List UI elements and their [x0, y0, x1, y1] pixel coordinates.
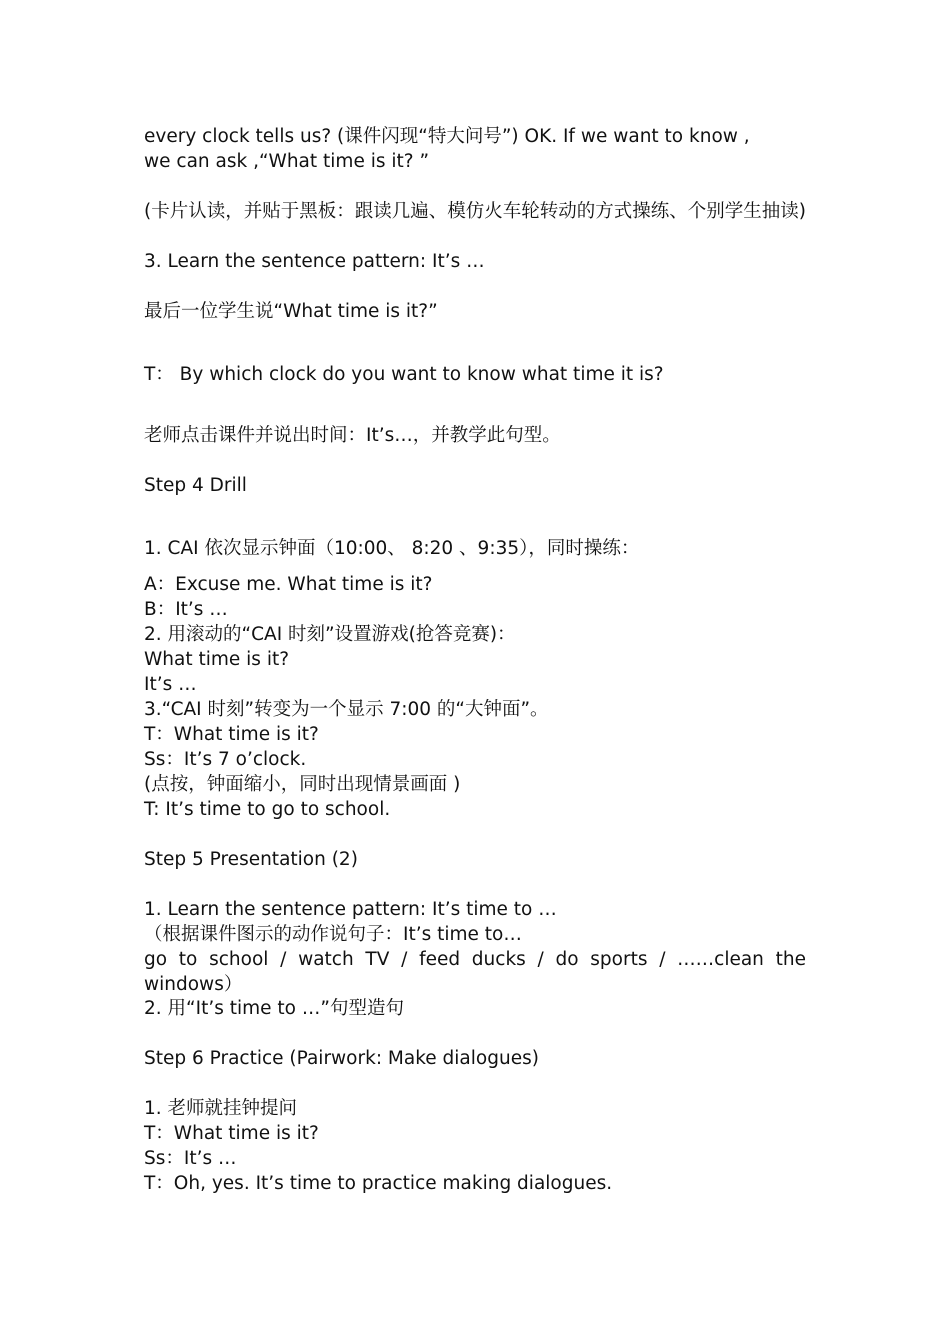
- text-line: 1. 老师就挂钟提问: [144, 1098, 298, 1119]
- section-heading: Step 4 Drill: [144, 475, 247, 496]
- text-line: 老师点击课件并说出时间：It’s…，并教学此句型。: [144, 425, 561, 446]
- text-line: A：Excuse me. What time is it?: [144, 574, 433, 595]
- text-line: What time is it?: [144, 649, 290, 670]
- text-line: 1. Learn the sentence pattern: It’s time to …: [144, 899, 557, 920]
- text-line: we can ask ,“What time is it? ”: [144, 151, 430, 172]
- text-line: 最后一位学生说“What time is it?”: [144, 301, 438, 322]
- text-line: 2. 用“It’s time to …”句型造句: [144, 998, 404, 1019]
- text-line: T： By which clock do you want to know what time it is?: [144, 364, 664, 385]
- text-line: B：It’s …: [144, 599, 228, 620]
- text-line: windows）: [144, 974, 243, 995]
- text-line: 1. CAI 依次显示钟面（10:00、 8:20 、9:35），同时操练：: [144, 538, 640, 559]
- section-heading: Step 6 Practice (Pairwork: Make dialogues): [144, 1048, 539, 1069]
- text-line: T：What time is it?: [144, 1123, 319, 1144]
- text-line: 3. Learn the sentence pattern: It’s …: [144, 251, 485, 272]
- text-line: T: It’s time to go to school.: [144, 799, 391, 820]
- text-line: 3.“CAI 时刻”转变为一个显示 7:00 的“大钟面”。: [144, 699, 549, 720]
- text-line: (点按，钟面缩小，同时出现情景画面 ): [144, 774, 461, 795]
- text-line: Ss：It’s …: [144, 1148, 237, 1169]
- text-line: T：What time is it?: [144, 724, 319, 745]
- text-line: go to school / watch TV / feed ducks / do sports / ……clean the: [144, 949, 806, 970]
- text-line: Ss：It’s 7 o’clock.: [144, 749, 307, 770]
- text-line: （根据课件图示的动作说句子：It’s time to…: [144, 924, 522, 945]
- section-heading: Step 5 Presentation (2): [144, 849, 358, 870]
- text-line: every clock tells us? (课件闪现“特大问号”) OK. If we want to know ,: [144, 126, 750, 147]
- text-line: T：Oh, yes. It’s time to practice making dialogues.: [144, 1173, 613, 1194]
- text-line: It’s …: [144, 674, 197, 695]
- text-line: (卡片认读，并贴于黑板：跟读几遍、模仿火车轮转动的方式操练、个别学生抽读): [144, 201, 806, 222]
- text-line: 2. 用滚动的“CAI 时刻”设置游戏(抢答竞赛)：: [144, 624, 516, 645]
